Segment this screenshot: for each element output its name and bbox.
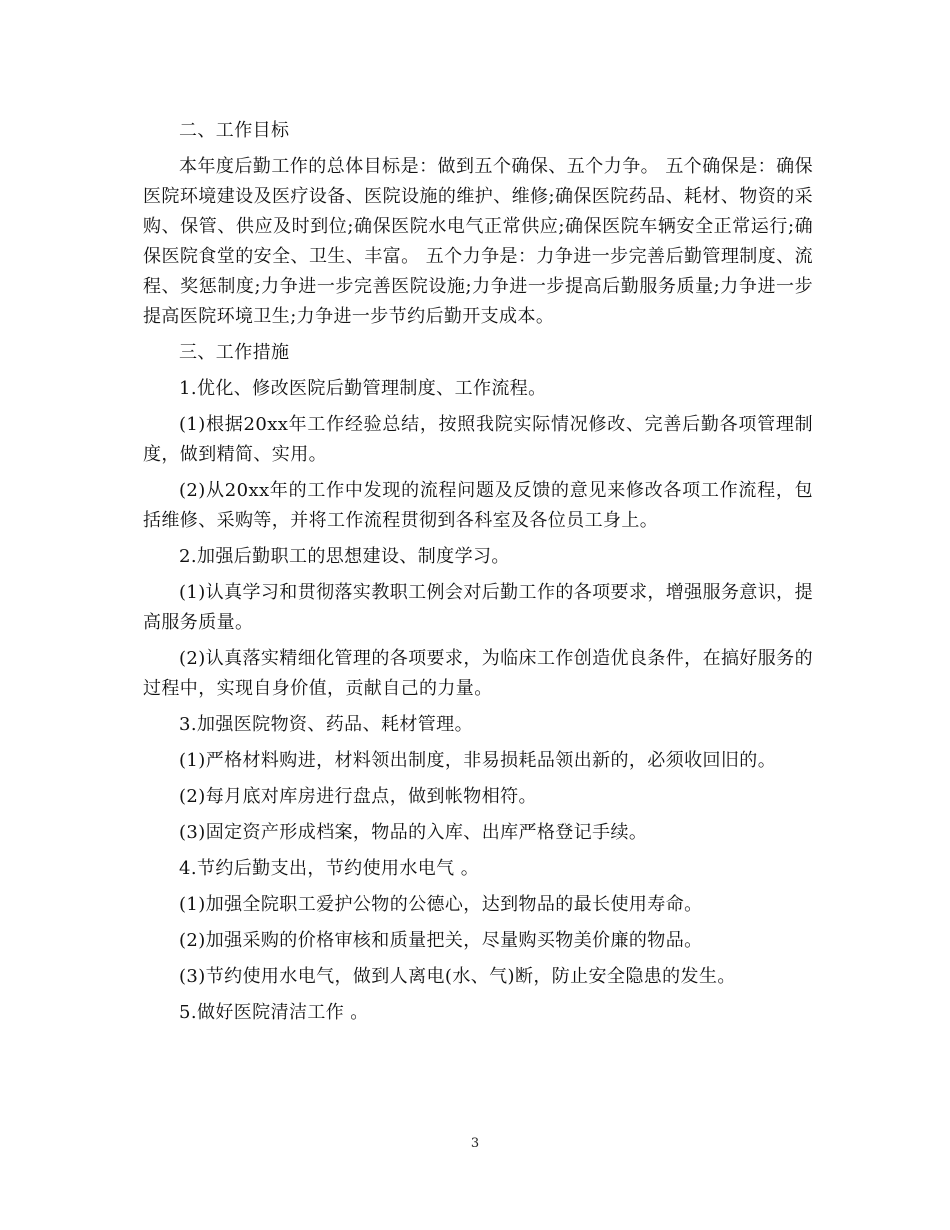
measure-3-item-2: (2)每月底对库房进行盘点，做到帐物相符。 xyxy=(179,786,537,807)
measure-2-heading: 2.加强后勤职工的思想建设、制度学习。 xyxy=(179,546,510,567)
measure-3-heading: 3.加强医院物资、药品、耗材管理。 xyxy=(179,714,473,735)
document-body xyxy=(143,116,813,1034)
measure-4-item-2: (2)加强采购的价格审核和质量把关，尽量购买物美价廉的物品。 xyxy=(179,930,703,951)
measure-4-item-3: (3)节约使用水电气，做到人离电(水、气)断，防止安全隐患的发生。 xyxy=(179,966,736,987)
measure-4-heading: 4.节约后勤支出，节约使用水电气 。 xyxy=(179,858,480,879)
page-number: 3 xyxy=(470,1136,480,1151)
measure-3-item-3: (3)固定资产形成档案，物品的入库、出库严格登记手续。 xyxy=(179,822,648,843)
measure-2-item-2: (2)认真落实精细化管理的各项要求，为临床工作创造优良条件，在搞好服务的过程中，实现自身价值，贡献自己的力量。 xyxy=(143,648,813,699)
measure-1-item-2: (2)从20xx年的工作中发现的流程问题及反馈的意见来修改各项工作流程，包括维修、采购等，并将工作流程贯彻到各科室及各位员工身上。 xyxy=(143,480,813,531)
section-heading-goals: 二、工作目标 xyxy=(179,120,290,141)
paragraph-goals: 本年度后勤工作的总体目标是：做到五个确保、五个力争。 五个确保是：确保医院环境建设及医疗设备、医院设施的维护、维修;确保医院药品、耗材、物资的采购、保管、供应及时到位;确保医院水电气正常供应;确保医院车辆安全正常运行;确保医院食堂的安全、卫生、丰富。 五个力争是：力争进一步完善后勤管理制度、流程、奖惩制度;力争进一步完善医院设施;力争进一步提高后勤服务质量;力争进一步提高医院环境卫生;力争进一步节约后勤开支成本。 xyxy=(143,156,813,327)
measure-2-item-1: (1)认真学习和贯彻落实教职工例会对后勤工作的各项要求，增强服务意识，提高服务质量。 xyxy=(143,582,813,633)
measure-1-item-1: (1)根据20xx年工作经验总结，按照我院实际情况修改、完善后勤各项管理制度，做到精简、实用。 xyxy=(143,414,813,465)
section-heading-measures: 三、工作措施 xyxy=(179,342,290,363)
measure-5-heading: 5.做好医院清洁工作 。 xyxy=(179,1002,369,1023)
measure-1-heading: 1.优化、修改医院后勤管理制度、工作流程。 xyxy=(179,378,547,399)
measure-3-item-1: (1)严格材料购进，材料领出制度，非易损耗品领出新的，必须收回旧的。 xyxy=(179,750,777,771)
measure-4-item-1: (1)加强全院职工爱护公物的公德心，达到物品的最长使用寿命。 xyxy=(179,894,703,915)
